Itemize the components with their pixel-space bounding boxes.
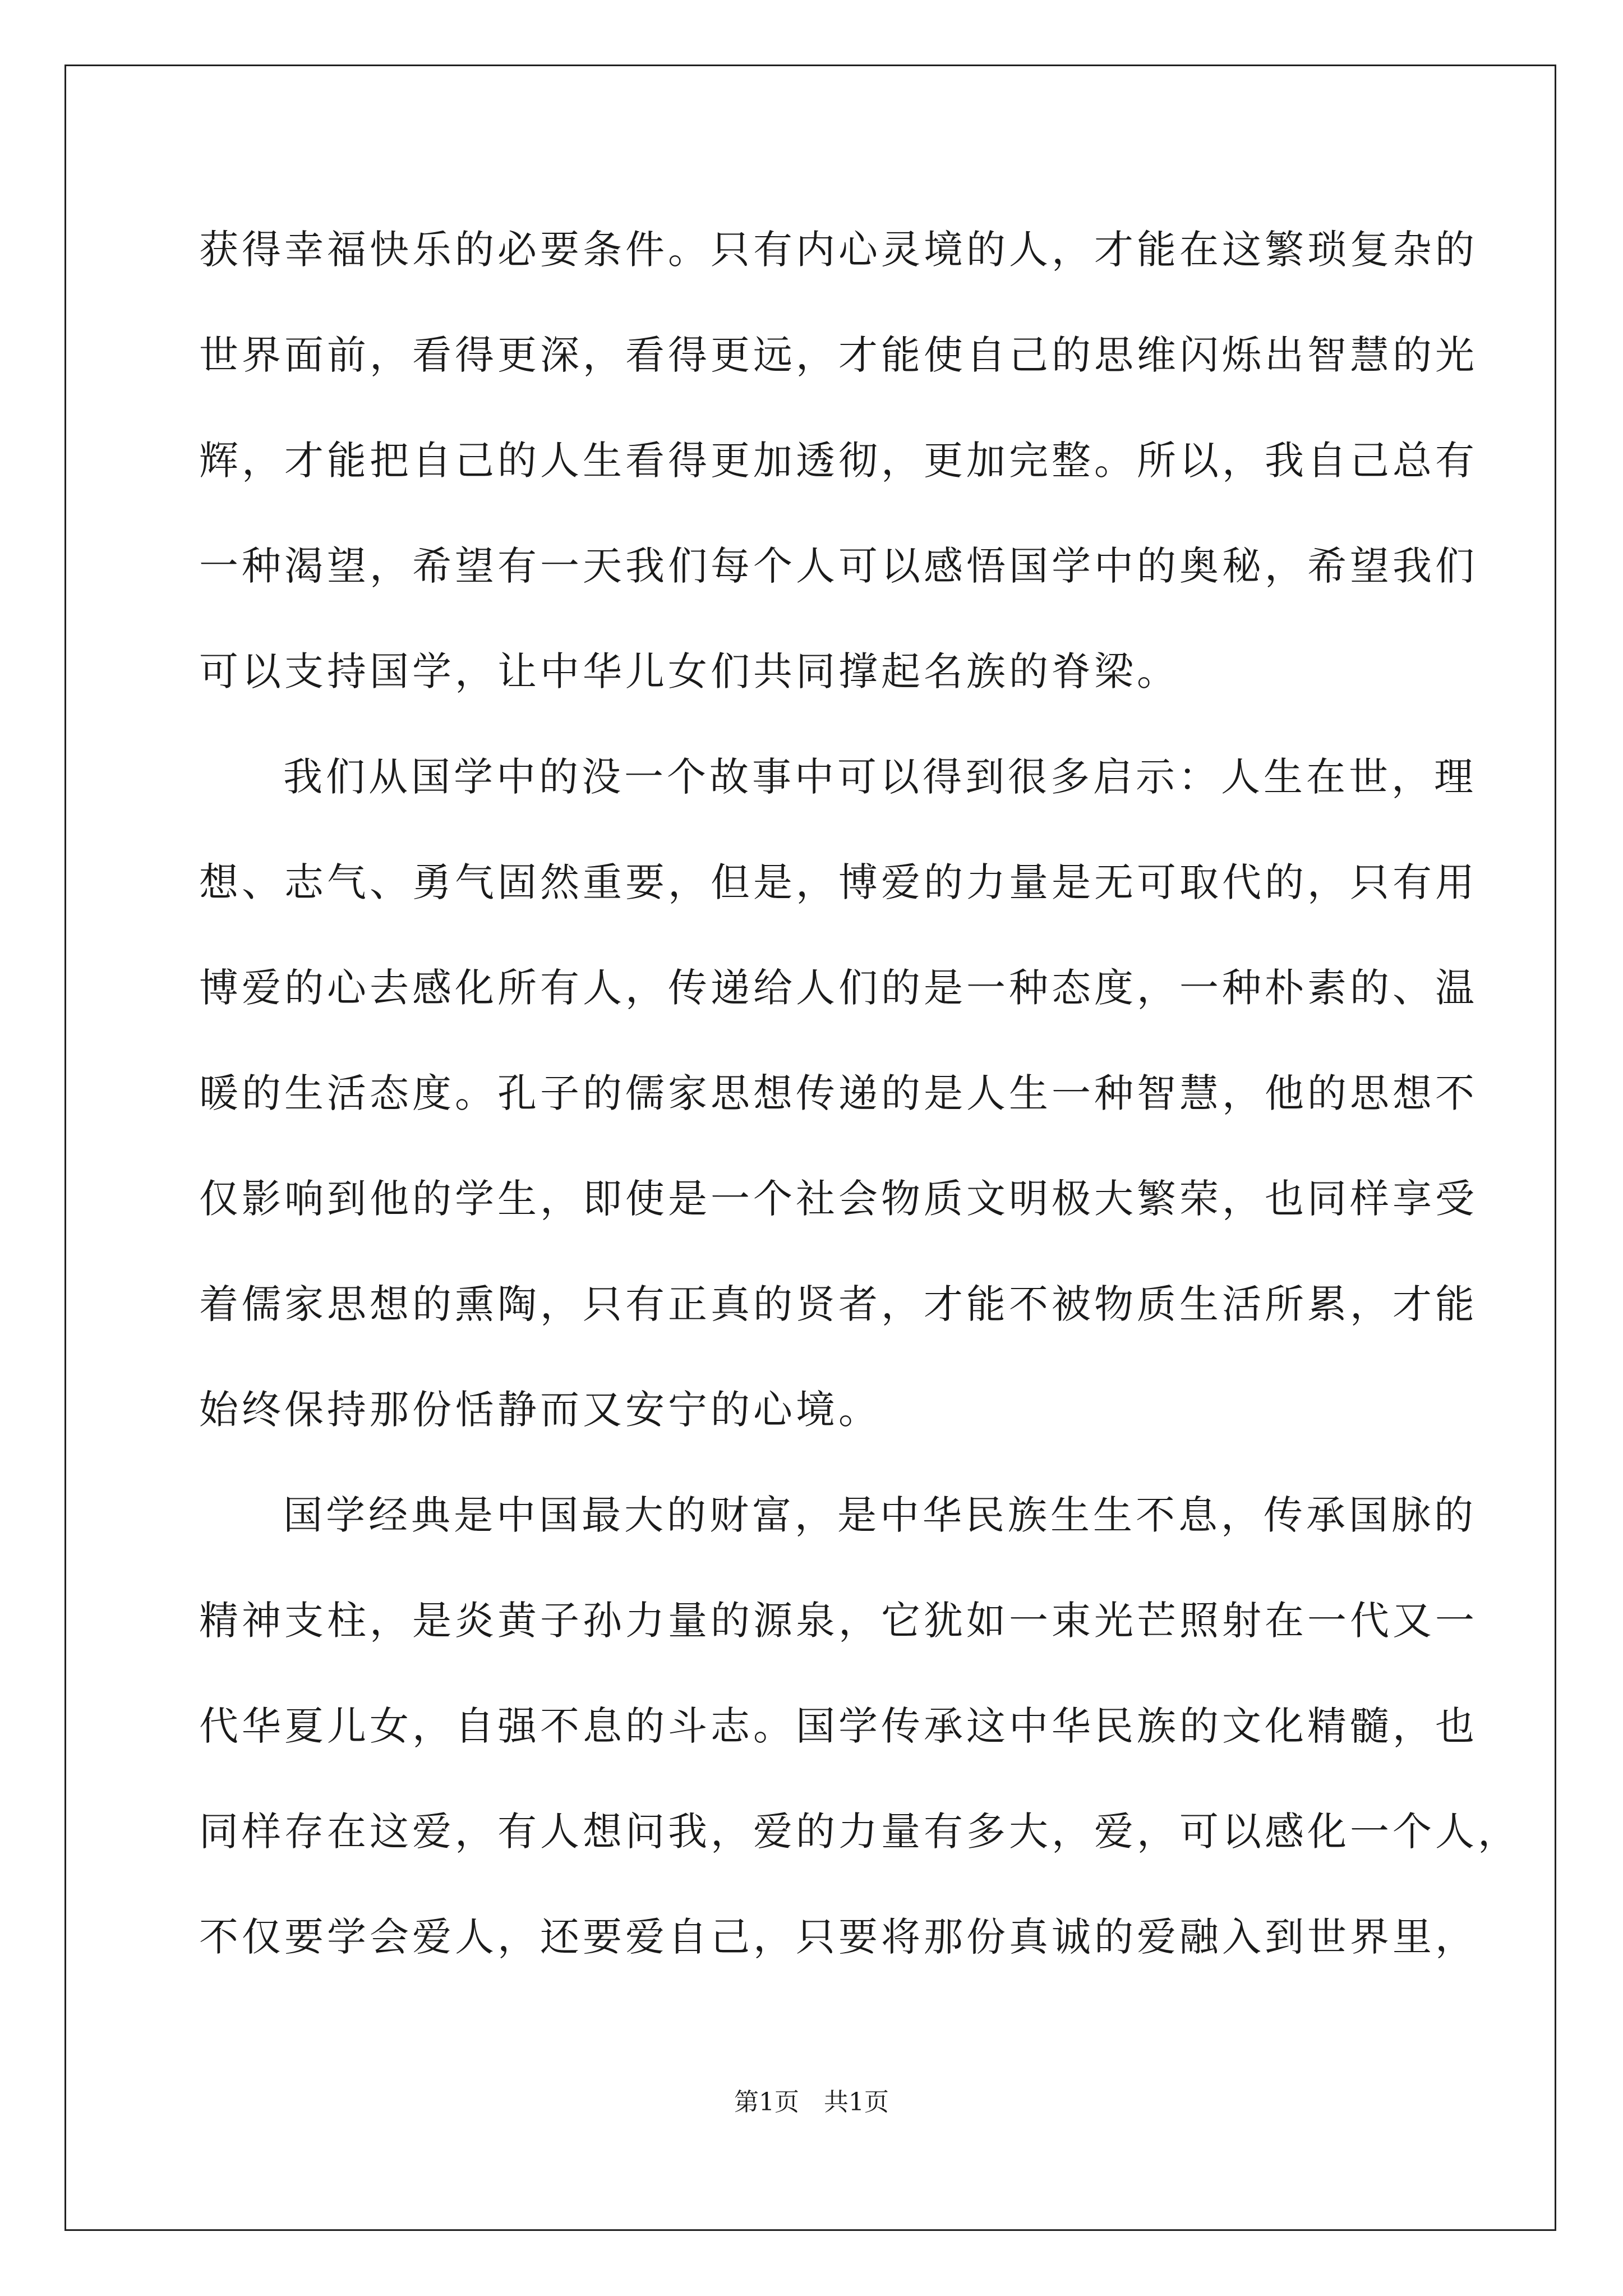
text-line: 仅影响到他的学生，即使是一个社会物质文明极大繁荣，也同样享受: [199, 1176, 1478, 1222]
text-line: 获得幸福快乐的必要条件。只有内心灵境的人，才能在这繁琐复杂的: [199, 227, 1478, 273]
text-line: 想、志气、勇气固然重要，但是，博爱的力量是无可取代的，只有用: [199, 859, 1478, 905]
document-body: [199, 216, 1520, 2009]
text-line: 代华夏儿女，自强不息的斗志。国学传承这中华民族的文化精髓，也: [199, 1703, 1478, 1749]
text-line: 一种渴望，希望有一天我们每个人可以感悟国学中的奥秘，希望我们: [199, 543, 1478, 589]
text-line: 同样存在这爱，有人想问我，爱的力量有多大，爱，可以感化一个人，: [199, 1809, 1520, 1855]
text-line: 暖的生活态度。孔子的儒家思想传递的是人生一种智慧，他的思想不: [199, 1070, 1478, 1116]
text-line: 世界面前，看得更深，看得更远，才能使自己的思维闪烁出智慧的光: [199, 332, 1478, 378]
page-footer: 第1页 共1页: [734, 2088, 889, 2116]
text-line: 始终保持那份恬静而又安宁的心境。: [199, 1387, 881, 1433]
text-line: 可以支持国学，让中华儿女们共同撑起名族的脊梁。: [199, 648, 1179, 694]
text-line: 国学经典是中国最大的财富，是中华民族生生不息，传承国脉的: [283, 1492, 1477, 1538]
text-line: 着儒家思想的熏陶，只有正真的贤者，才能不被物质生活所累，才能: [199, 1281, 1478, 1327]
text-line: 辉，才能把自己的人生看得更加透彻，更加完整。所以，我自己总有: [199, 438, 1478, 484]
text-line: 博爱的心去感化所有人，传递给人们的是一种态度，一种朴素的、温: [199, 965, 1478, 1011]
text-line: 我们从国学中的没一个故事中可以得到很多启示：人生在世，理: [283, 754, 1477, 800]
text-line: 不仅要学会爱人，还要爱自己，只要将那份真诚的爱融入到世界里，: [199, 1914, 1478, 1960]
text-line: 精神支柱，是炎黄子孙力量的源泉，它犹如一束光芒照射在一代又一: [199, 1598, 1478, 1644]
